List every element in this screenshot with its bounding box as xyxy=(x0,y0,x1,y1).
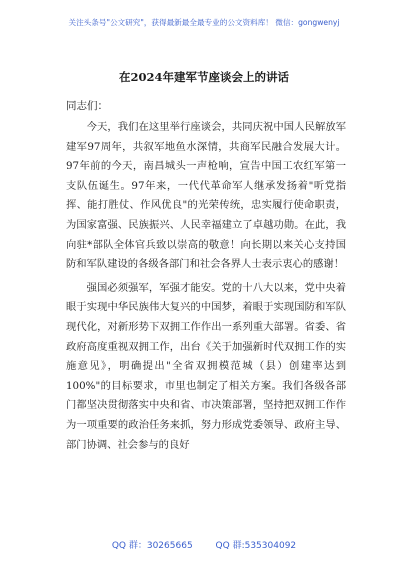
document-title: 在2024年建军节座谈会上的讲话 xyxy=(118,70,289,84)
footer-qq-group-2: QQ 群:535304092 xyxy=(215,541,297,551)
salutation: 同志们： xyxy=(66,100,108,112)
document-body xyxy=(66,118,346,459)
footer-contact xyxy=(0,538,408,551)
footer-qq-group-1: QQ 群：30265665 xyxy=(111,541,193,551)
header-promo-note: 关注头条号"公文研究"，获得最新最全最专业的公文资料库！ 微信：gongwenyj xyxy=(68,18,340,27)
paragraph-2: 强国必须强军，军强才能安。党的十八大以来，党中央着眼于实现中华民族伟大复兴的中国梦，着眼于实现国防和军队现代化，对新形势下双拥工作作出一系列重大部署。省委、省政府高度重视双拥工作，出台《关于加强新时代双拥工作的实施意见》，明确提出"全省双拥模范城（县）创建率达到100%"的目标要求，市里也制定了相关方案。我们各级各部门都坚决贯彻落实中央和省、市决策部署，坚持把双拥工作作为一项重要的政治任务来抓，努力形成党委领导、政府主导、部门协调、社会参与的良好 xyxy=(66,281,346,451)
paragraph-1: 今天，我们在这里举行座谈会，共同庆祝中国人民解放军建军97周年，共叙军地鱼水深情，共商军民融合发展大计。97年前的今天，南昌城头一声枪响，宣告中国工农红军第一支队伍诞生。97年来，一代代革命军人继承发扬着"听党指挥、能打胜仗、作风优良"的光荣传统，忠实履行使命职责，为国家富强、民族振兴、人民幸福建立了卓越功勋。在此，我向驻*部队全体官兵致以崇高的敬意！向长期以来关心支持国防和军队建设的各级各部门和社会各界人士表示衷心的感谢！ xyxy=(66,121,346,271)
